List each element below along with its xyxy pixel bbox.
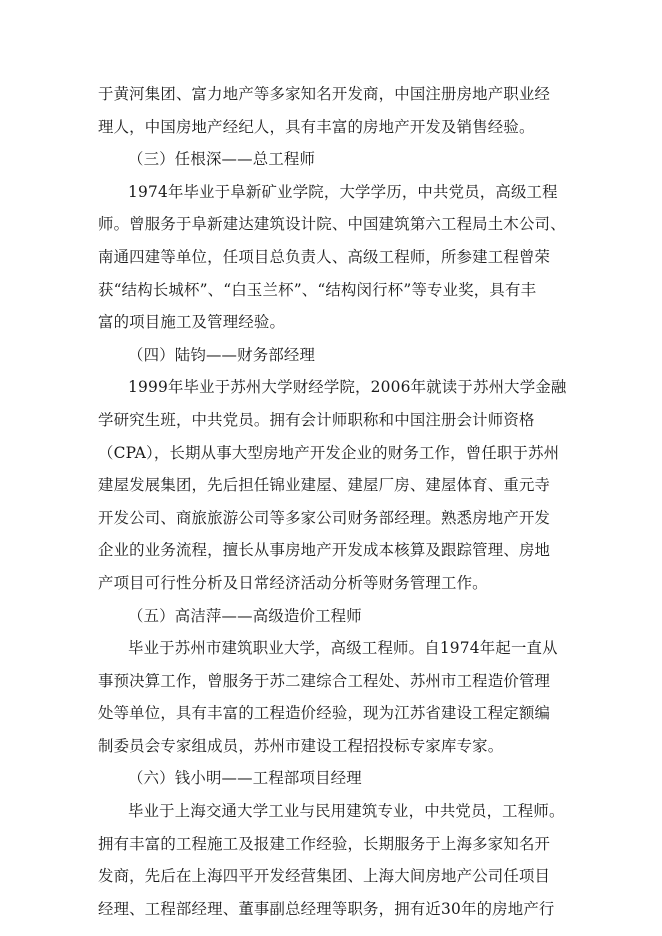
text-line: 处等单位，具有丰富的工程造价经验，现为江苏省建设工程定额编 <box>98 704 551 723</box>
document-page <box>98 78 576 925</box>
text-line: 产项目可行性分析及日常经济活动分析等财务管理工作。 <box>98 573 488 592</box>
text-line: 拥有丰富的工程施工及报建工作经验，长期服务于上海多家知名开 <box>98 834 551 853</box>
text-line: 经理、工程部经理、董事副总经理等职务，拥有近30年的房地产行 <box>98 899 555 918</box>
text-line: 1999年毕业于苏州大学财经学院，2006年就读于苏州大学金融 <box>128 378 567 397</box>
text-line: 建屋发展集团，先后担任锦业建屋、建屋厂房、建屋体育、重元寺 <box>98 476 551 495</box>
section-heading: （三）任根深——总工程师 <box>128 150 316 169</box>
text-line: 发商，先后在上海四平开发经营集团、上海大间房地产公司任项目 <box>98 867 551 886</box>
text-line: 理人，中国房地产经纪人，具有丰富的房地产开发及销售经验。 <box>98 117 535 136</box>
text-line: 于黄河集团、富力地产等多家知名开发商，中国注册房地产职业经 <box>98 85 551 103</box>
text-line: 学研究生班，中共党员。拥有会计师职称和中国注册会计师资格 <box>98 410 535 429</box>
section-heading: （四）陆钧——财务部经理 <box>128 345 316 364</box>
section-heading: （六）钱小明——工程部项目经理 <box>128 769 362 788</box>
text-line: 开发公司、商旅旅游公司等多家公司财务部经理。熟悉房地产开发 <box>98 508 551 527</box>
text-line: 富的项目施工及管理经验。 <box>98 313 286 332</box>
text-line: 企业的业务流程，擅长从事房地产开发成本核算及跟踪管理、房地 <box>98 541 551 560</box>
text-line: 1974年毕业于阜新矿业学院，大学学历，中共党员，高级工程 <box>128 182 558 201</box>
text-line: 毕业于上海交通大学工业与民用建筑专业，中共党员，工程师。 <box>128 802 565 821</box>
text-line: 师。曾服务于阜新建达建筑设计院、中国建筑第六工程局土木公司、 <box>98 215 566 234</box>
section-heading: （五）高洁萍——高级造价工程师 <box>128 606 362 625</box>
text-line: 毕业于苏州市建筑职业大学，高级工程师。自1974年起一直从 <box>128 639 558 658</box>
text-line: 制委员会专家组成员，苏州市建设工程招投标专家库专家。 <box>98 736 504 755</box>
text-line: 南通四建等单位，任项目总负责人、高级工程师，所参建工程曾荣 <box>98 247 551 266</box>
text-line: 事预决算工作，曾服务于苏二建综合工程处、苏州市工程造价管理 <box>98 671 551 690</box>
text-line: （CPA），长期从事大型房地产开发企业的财务工作，曾任职于苏州 <box>98 443 560 462</box>
text-line: 获“结构长城杯”、“白玉兰杯”、“结构闵行杯”等专业奖，具有丰 <box>98 280 537 299</box>
